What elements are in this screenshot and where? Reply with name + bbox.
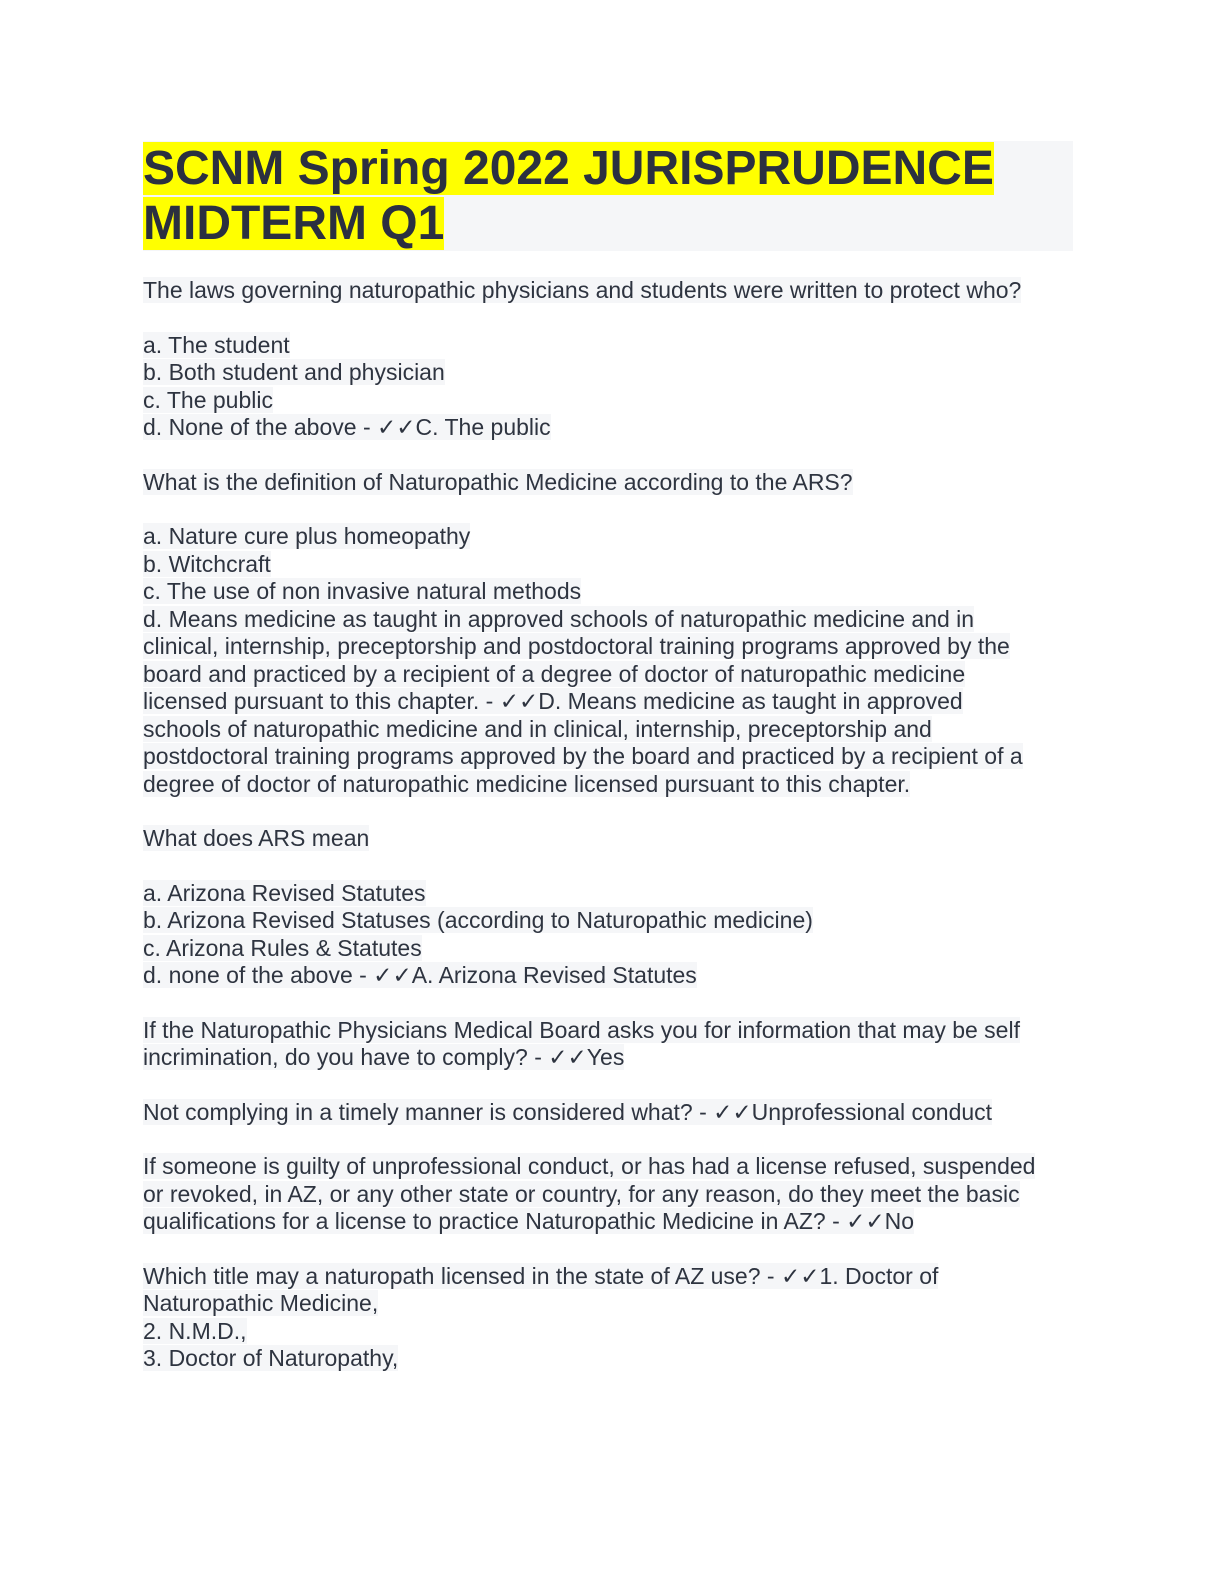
question-2-option-d-line-4: licensed pursuant to this chapter. - ✓✓D. Means medicine as taught in approved (143, 688, 963, 714)
question-2-text (143, 469, 1073, 497)
question-4-line-1: If the Naturopathic Physicians Medical Board asks you for information that may be self (143, 1016, 1020, 1043)
question-7-line-1: Which title may a naturopath licensed in the state of AZ use? - ✓✓1. Doctor of (143, 1262, 939, 1289)
question-2-stem: What is the definition of Naturopathic Medicine according to the ARS? (143, 468, 853, 495)
question-2-option-c: c. The use of non invasive natural methods (143, 578, 582, 604)
question-1-option-b: b. Both student and physician (143, 359, 445, 385)
question-3-stem: What does ARS mean (143, 825, 370, 851)
title-block (143, 141, 1073, 251)
document-page (143, 141, 1073, 1400)
question-2-answer-line-1: schools of naturopathic medicine and in clinical, internship, preceptorship and (143, 715, 932, 742)
question-7-line-3: 2. N.M.D., (143, 1317, 247, 1344)
question-3-option-b: b. Arizona Revised Statuses (according to Naturopathic medicine) (143, 907, 813, 933)
question-2-option-d-line-3: board and practiced by a recipient of a degree of doctor of naturopathic medicine (143, 660, 966, 687)
question-1-stem: The laws governing naturopathic physicians and students were written to protect who? (143, 277, 1022, 303)
question-1-option-c: c. The public (143, 386, 273, 413)
document-title: SCNM Spring 2022 JURISPRUDENCE MIDTERM Q1 (143, 142, 994, 250)
question-4-line-2-answer: incrimination, do you have to comply? - ✓✓Yes (143, 1044, 625, 1070)
question-3-option-a: a. Arizona Revised Statutes (143, 879, 426, 906)
question-1-options (143, 332, 1073, 442)
question-3-text (143, 825, 1073, 853)
question-4 (143, 1017, 1073, 1072)
question-3-option-d-answer: d. none of the above - ✓✓A. Arizona Revised Statutes (143, 962, 697, 988)
question-2-answer-line-3: degree of doctor of naturopathic medicine licensed pursuant to this chapter. (143, 770, 911, 797)
question-6-line-2: or revoked, in AZ, or any other state or country, for any reason, do they meet the basic (143, 1180, 1020, 1207)
question-3-option-c: c. Arizona Rules & Statutes (143, 934, 422, 961)
question-2-option-d-line-1: d. Means medicine as taught in approved schools of naturopathic medicine and in (143, 605, 975, 632)
question-7-line-2: Naturopathic Medicine, (143, 1290, 379, 1316)
question-7-line-4: 3. Doctor of Naturopathy, (143, 1345, 399, 1371)
question-2-option-d-line-2: clinical, internship, preceptorship and postdoctoral training programs approved by the (143, 633, 1010, 659)
question-2-answer-line-2: postdoctoral training programs approved by the board and practiced by a recipient of a (143, 743, 1023, 769)
question-7 (143, 1263, 1073, 1373)
question-1-text (143, 277, 1073, 305)
question-3-options (143, 880, 1073, 990)
question-2-option-b: b. Witchcraft (143, 550, 271, 577)
question-5-line-1-answer: Not complying in a timely manner is considered what? - ✓✓Unprofessional conduct (143, 1098, 993, 1125)
question-5 (143, 1099, 1073, 1127)
question-1-option-d-answer: d. None of the above - ✓✓C. The public (143, 414, 551, 440)
question-1-option-a: a. The student (143, 331, 290, 358)
question-6-line-3-answer: qualifications for a license to practice Naturopathic Medicine in AZ? - ✓✓No (143, 1208, 915, 1234)
question-2-option-a: a. Nature cure plus homeopathy (143, 523, 471, 549)
question-2-options (143, 523, 1073, 798)
question-6-line-1: If someone is guilty of unprofessional conduct, or has had a license refused, suspended (143, 1153, 1036, 1179)
question-6 (143, 1153, 1073, 1236)
